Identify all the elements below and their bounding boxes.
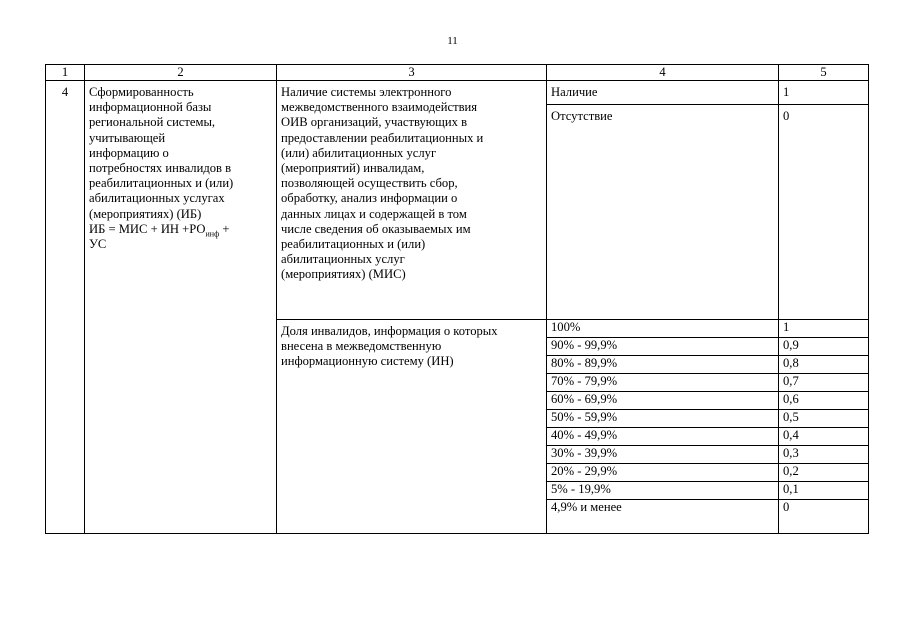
criterion-formula-last: УС (89, 237, 107, 252)
option-label: 20% - 29,9% (547, 464, 779, 482)
header-col-4: 4 (547, 65, 779, 81)
option-label: 4,9% и менее (547, 500, 779, 534)
indicator-line: (мероприятий) инвалидам, (281, 161, 425, 176)
option-score: 0,4 (779, 428, 869, 446)
option-label: 30% - 39,9% (547, 446, 779, 464)
indicator-line: Наличие системы электронного (281, 85, 452, 99)
option-score: 0 (779, 105, 869, 320)
formula-text: ИБ = МИС + ИН +РО (89, 221, 206, 236)
indicator-mis-cell (277, 81, 547, 320)
option-score: 0,1 (779, 482, 869, 500)
option-label: 80% - 89,9% (547, 356, 779, 374)
indicator-line: данных лицах и содержащей в том (281, 206, 467, 221)
page-number: 11 (447, 35, 458, 47)
indicator-line: (или) абилитационных услуг (281, 145, 437, 160)
indicator-line: межведомственного взаимодействия (281, 100, 478, 115)
indicator-line: внесена в межведомственную (281, 339, 442, 354)
header-col-2: 2 (85, 65, 277, 81)
criterion-line: информацию о (89, 145, 169, 160)
option-score: 0,7 (779, 374, 869, 392)
option-score: 1 (779, 81, 869, 105)
indicator-line: (мероприятиях) (МИС) (281, 267, 406, 282)
option-score: 0 (779, 500, 869, 534)
indicator-in-cell (277, 320, 547, 534)
option-label: 60% - 69,9% (547, 392, 779, 410)
criterion-line: региональной системы, (89, 115, 216, 130)
option-score: 0,9 (779, 338, 869, 356)
indicator-line: позволяющей осуществить сбор, (281, 176, 458, 191)
indicator-line: информационную систему (ИН) (281, 354, 454, 369)
criterion-line: абилитационных услугах (89, 191, 225, 206)
indicator-line: числе сведения об оказываемых им (281, 221, 471, 236)
criterion-line: (мероприятиях) (ИБ) (89, 206, 202, 221)
table-row (46, 81, 869, 105)
table-header-row (46, 65, 869, 81)
header-col-5: 5 (779, 65, 869, 81)
criterion-line: информационной базы (89, 100, 212, 115)
indicator-line: Доля инвалидов, информация о которых (281, 324, 498, 338)
option-label: Отсутствие (547, 105, 779, 320)
option-label: 70% - 79,9% (547, 374, 779, 392)
criterion-cell (85, 81, 277, 534)
indicator-line: абилитационных услуг (281, 252, 405, 267)
criterion-line: потребностях инвалидов в (89, 161, 232, 176)
option-label: 50% - 59,9% (547, 410, 779, 428)
option-label: Наличие (547, 81, 779, 105)
header-col-3: 3 (277, 65, 547, 81)
formula-text-end: + (219, 221, 230, 236)
criterion-line: реабилитационных и (или) (89, 176, 234, 191)
option-score: 0,5 (779, 410, 869, 428)
criterion-line: Сформированность (89, 85, 194, 99)
option-score: 0,6 (779, 392, 869, 410)
option-score: 1 (779, 320, 869, 338)
formula-subscript: инф (205, 229, 220, 239)
option-label: 5% - 19,9% (547, 482, 779, 500)
criterion-formula (89, 222, 272, 237)
option-label: 100% (547, 320, 779, 338)
header-col-1: 1 (46, 65, 85, 81)
option-score: 0,3 (779, 446, 869, 464)
indicator-line: реабилитационных и (или) (281, 237, 426, 252)
option-score: 0,2 (779, 464, 869, 482)
option-score: 0,8 (779, 356, 869, 374)
option-label: 90% - 99,9% (547, 338, 779, 356)
option-label: 40% - 49,9% (547, 428, 779, 446)
criteria-table (45, 64, 869, 534)
indicator-line: ОИВ организаций, участвующих в (281, 115, 468, 130)
indicator-line: предоставлении реабилитационных и (281, 130, 484, 145)
criterion-line: учитывающей (89, 130, 166, 145)
indicator-line: обработку, анализ информации о (281, 191, 458, 206)
row-number: 4 (46, 81, 85, 534)
